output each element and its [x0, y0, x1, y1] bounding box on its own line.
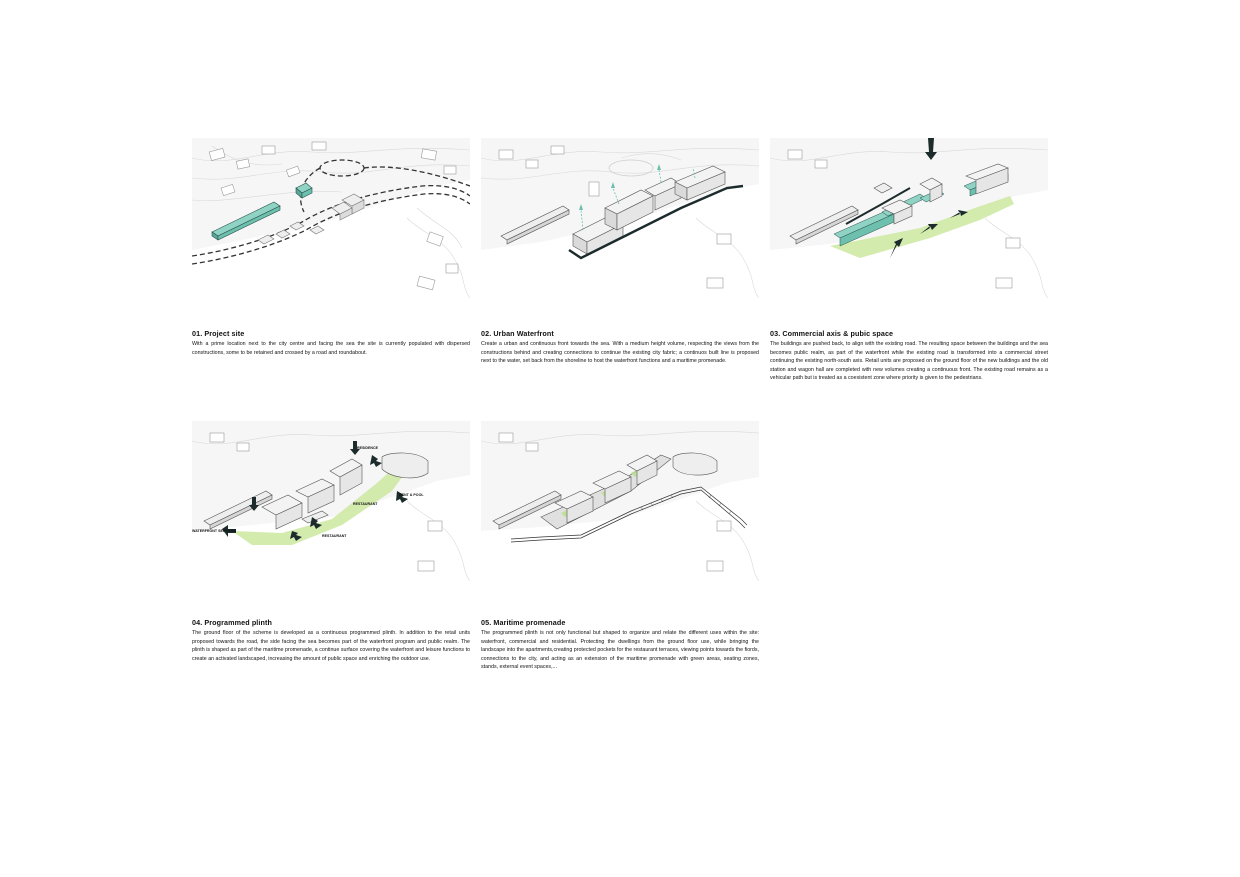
label-restaurant-b: RESTAURANT [322, 534, 347, 538]
caption-02-body: Create a urban and continuous front towards the sea. With a medium height volume, respecting the views from the constructions behind and creating connections to continue the existing city fabric; a continuos built line is proposed next to the water, set back from the shoreline to host the waterfront functions and a maritime promenade. [481, 341, 759, 364]
caption-02-title: 02. Urban Waterfront [481, 329, 554, 338]
caption-04 [192, 618, 470, 663]
diagram-03-commercial-axis [770, 138, 1048, 306]
caption-04-body: The ground floor of the scheme is developed as a continuous programmed plinth. In addition to the retail units proposed towards the road, the side facing the sea becomes part of the waterfront program and public realm. The plinth is shaped as part of the maritime promenade, a continue surface covering the waterfront and leisure functions to create an activated landscaped, increasing the amount of public space and enriching the outdoor use. [192, 630, 470, 662]
diagram-01-project-site [192, 138, 470, 306]
caption-05 [481, 618, 759, 672]
caption-05-body: The programmed plinth is not only functional but shaped to organize and relate the different uses within the site: waterfront, commercial and residential. Protecting the dwellings from the ground floor use, while bringing the landscape into the apartments,creating protected pockets for the restaurant terraces, viewing points towards the fiords, connections to the city, and acting as an extension of the maritime promenade with green areas, seating zones, stands, external event spaces,... [481, 630, 759, 670]
caption-03 [770, 329, 1048, 383]
label-rent-pool: RENT & POOL [399, 493, 424, 497]
caption-02 [481, 329, 759, 366]
caption-03-body: The buildings are pushed back, to align with the existing road. The resulting space between the buildings and the sea becomes public realm, as part of the waterfront while the existing road is transformed into a commercial street continuing the existing north-south axis. Retail units are proposed on the ground floor of the new buildings and the old station and wagon hall are completed with new volumes creating a continuous front. The existing road remains as a vehicular path but is treated as a coexistent zone where priority is given to the pedestrians. [770, 341, 1048, 381]
caption-01-title: 01. Project site [192, 329, 245, 338]
caption-05-title: 05. Maritime promenade [481, 618, 566, 627]
label-waterfront-services: WATERFRONT SERVICES [192, 529, 237, 533]
label-restaurant-a: RESTAURANT [353, 502, 378, 506]
caption-01 [192, 329, 470, 357]
diagram-04-programmed-plinth [192, 421, 470, 589]
diagram-02-urban-waterfront [481, 138, 759, 306]
diagram-05-maritime-promenade [481, 421, 759, 589]
caption-04-title: 04. Programmed plinth [192, 618, 272, 627]
caption-01-body: With a prime location next to the city centre and facing the sea the site is currently populated with dispersed constructions, some to be retained and crossed by a road and roundabout. [192, 341, 470, 356]
caption-03-title: 03. Commercial axis & pubic space [770, 329, 894, 338]
label-residence: RESIDENCE [357, 446, 378, 450]
